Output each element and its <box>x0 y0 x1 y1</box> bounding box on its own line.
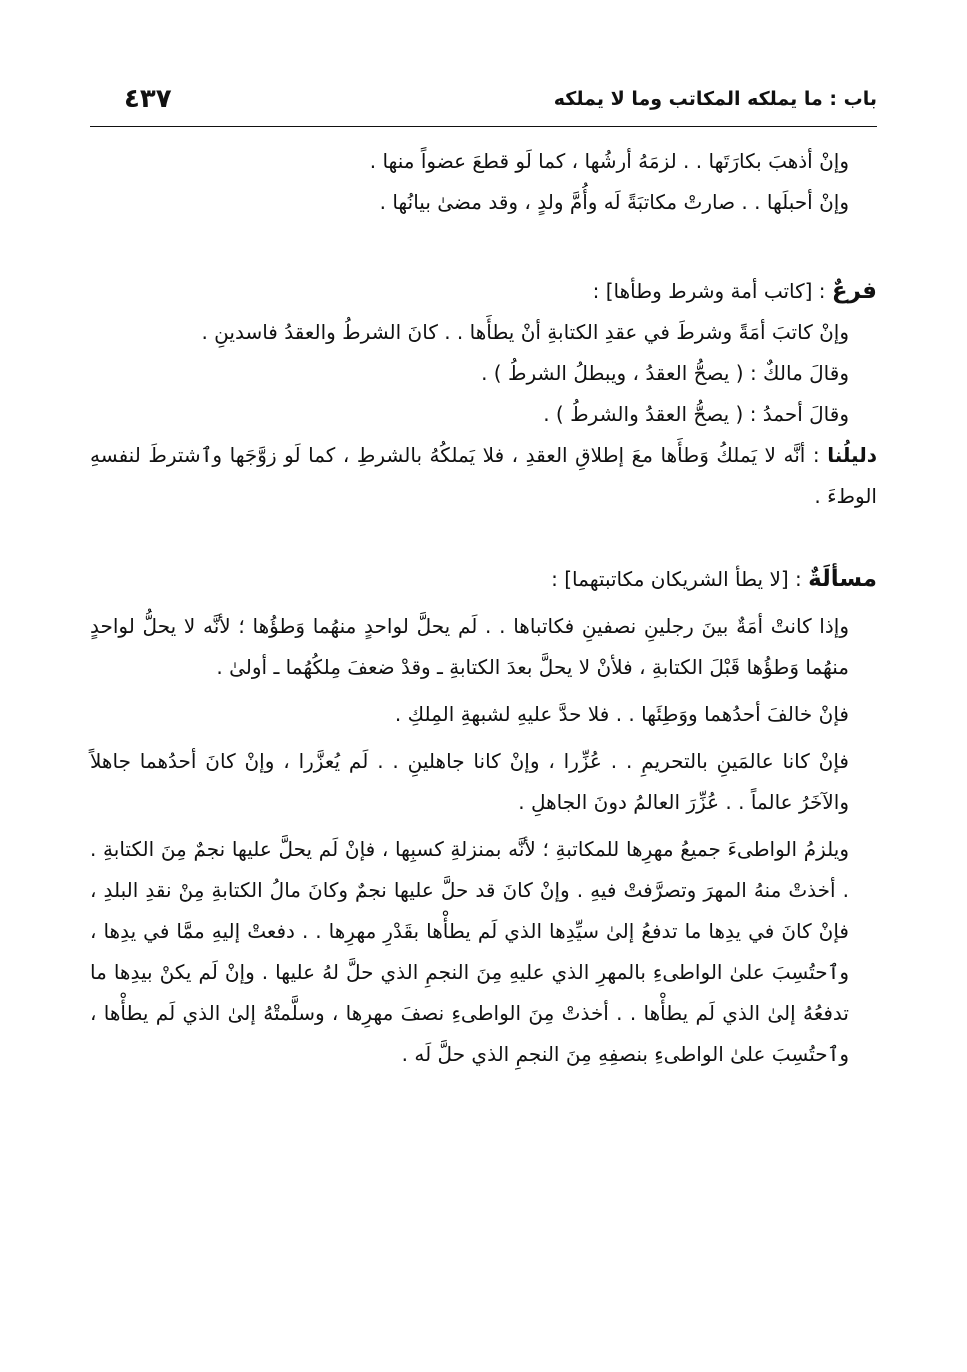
section1-evidence <box>90 435 877 517</box>
evidence-label: دليلُنا <box>827 443 877 467</box>
section1-paragraph-2: وقالَ مالكٌ : ( يصحُّ العقدُ ، ويبطلُ الشرطُ ) . <box>481 361 849 385</box>
section-label-far: فرعٌ <box>831 278 877 304</box>
paragraph-1: وإنْ أذهبَ بكارَتَها . . لزمَهُ أرشُها ، كما لَو قطعَ عضواً منها . <box>369 149 849 173</box>
section2-paragraph-2: فإنْ خالفَ أحدُهما ووَطِئَها . . فلا حدَّ عليهِ لشبهةِ المِلكِ . <box>394 702 849 726</box>
evidence-text: : أنَّه لا يَملكُ وَطأَها معَ إطلاقِ العقدِ ، فلا يَملكُهُ بالشرطِ ، كما لَو زوَّجَها وٱشترطَ لنفسهِ الوطءَ . <box>90 443 877 508</box>
section-title-far: : [كاتب أمة وشرط وطأها] : <box>592 279 832 303</box>
page-number: ٤٣٧ <box>124 84 172 114</box>
chapter-running-title: باب : ما يملكه المكاتب وما لا يملكه <box>553 88 877 110</box>
section-label-masala: مسألَةٌ <box>808 566 877 592</box>
book-page <box>90 0 877 1372</box>
paragraph-2: وإنْ أحبلَها . . صارتْ مكاتبَةً لَه وأُمَّ ولدٍ ، وقد مضىٰ بيانُها . <box>379 190 849 214</box>
section-title-masala: : [لا يطأ الشريكان مكاتبتهما] : <box>551 567 809 591</box>
section2-paragraph-4: ويلزمُ الواطىءَ جميعُ مهرِها للمكاتبةِ ؛ لأنَّه بمنزلةِ كسبِها ، فإنْ لَم يحلَّ عليها نجمٌ مِنَ الكتابةِ . . أخذتْ منهُ المهرَ وتصرَّفتْ فيهِ . وإنْ كانَ قد حلَّ عليها نجمٌ وكانَ مالُ الكتابةِ مِنْ نقدِ البلدِ ، فإنْ كانَ في يدِها ما تدفعُ إلىٰ سيِّدِها الذي لَم يطأْها بقَدْرِ مهرِها . . دفعتْ إليهِ ممَّا في يدِها ، وٱحتُسِبَ علىٰ الواطىءِ بالمهرِ الذي عليهِ مِنَ النجمِ الذي حلَّ لهُ عليها . وإنْ لَم يكنْ بيدِها ما تدفعُهُ إلىٰ الذي لَم يطأْها . . أخذتْ مِنَ الواطىءِ نصفَ مهرِها ، وسلَّمتْهُ إلىٰ الذي لَم يطأْها ، وٱحتُسِبَ علىٰ الواطىءِ بنصفِهِ مِنَ النجمِ الذي حلَّ لَه . <box>90 837 849 1066</box>
section-heading-masala <box>90 559 877 600</box>
section-heading-far <box>90 271 877 312</box>
section2-paragraph-1: وإذا كانتْ أمَةٌ بينَ رجلينِ نصفينِ فكاتباها . . لَم يحلَّ لواحدٍ منهُما وَطؤُها ؛ لأنَّه لا يحلُّ لواحدٍ منهُما وَطؤُها قَبْلَ الكتابةِ ، فلأنْ لا يحلَّ بعدَ الكتابةِ ـ وقدْ ضعفَ مِلكُهُما ـ أولىٰ . <box>90 614 849 679</box>
section1-paragraph-1: وإنْ كاتبَ أمَةً وشرطَ في عقدِ الكتابةِ أنْ يطأَها . . كانَ الشرطُ والعقدُ فاسدينِ . <box>201 320 849 344</box>
section1-paragraph-3: وقالَ أحمدُ : ( يصحُّ العقدُ والشرطُ ) . <box>543 402 849 426</box>
section2-paragraph-3: فإنْ كانا عالمَينِ بالتحريمِ . . عُزِّرا ، وإنْ كانا جاهلينِ . . لَم يُعزَّرا ، وإنْ كانَ أحدُهما جاهلاً والآخَرُ عالماً . . عُزِّرَ العالمُ دونَ الجاهلِ . <box>90 749 849 814</box>
page-header <box>90 84 877 127</box>
page-body <box>90 141 877 1075</box>
